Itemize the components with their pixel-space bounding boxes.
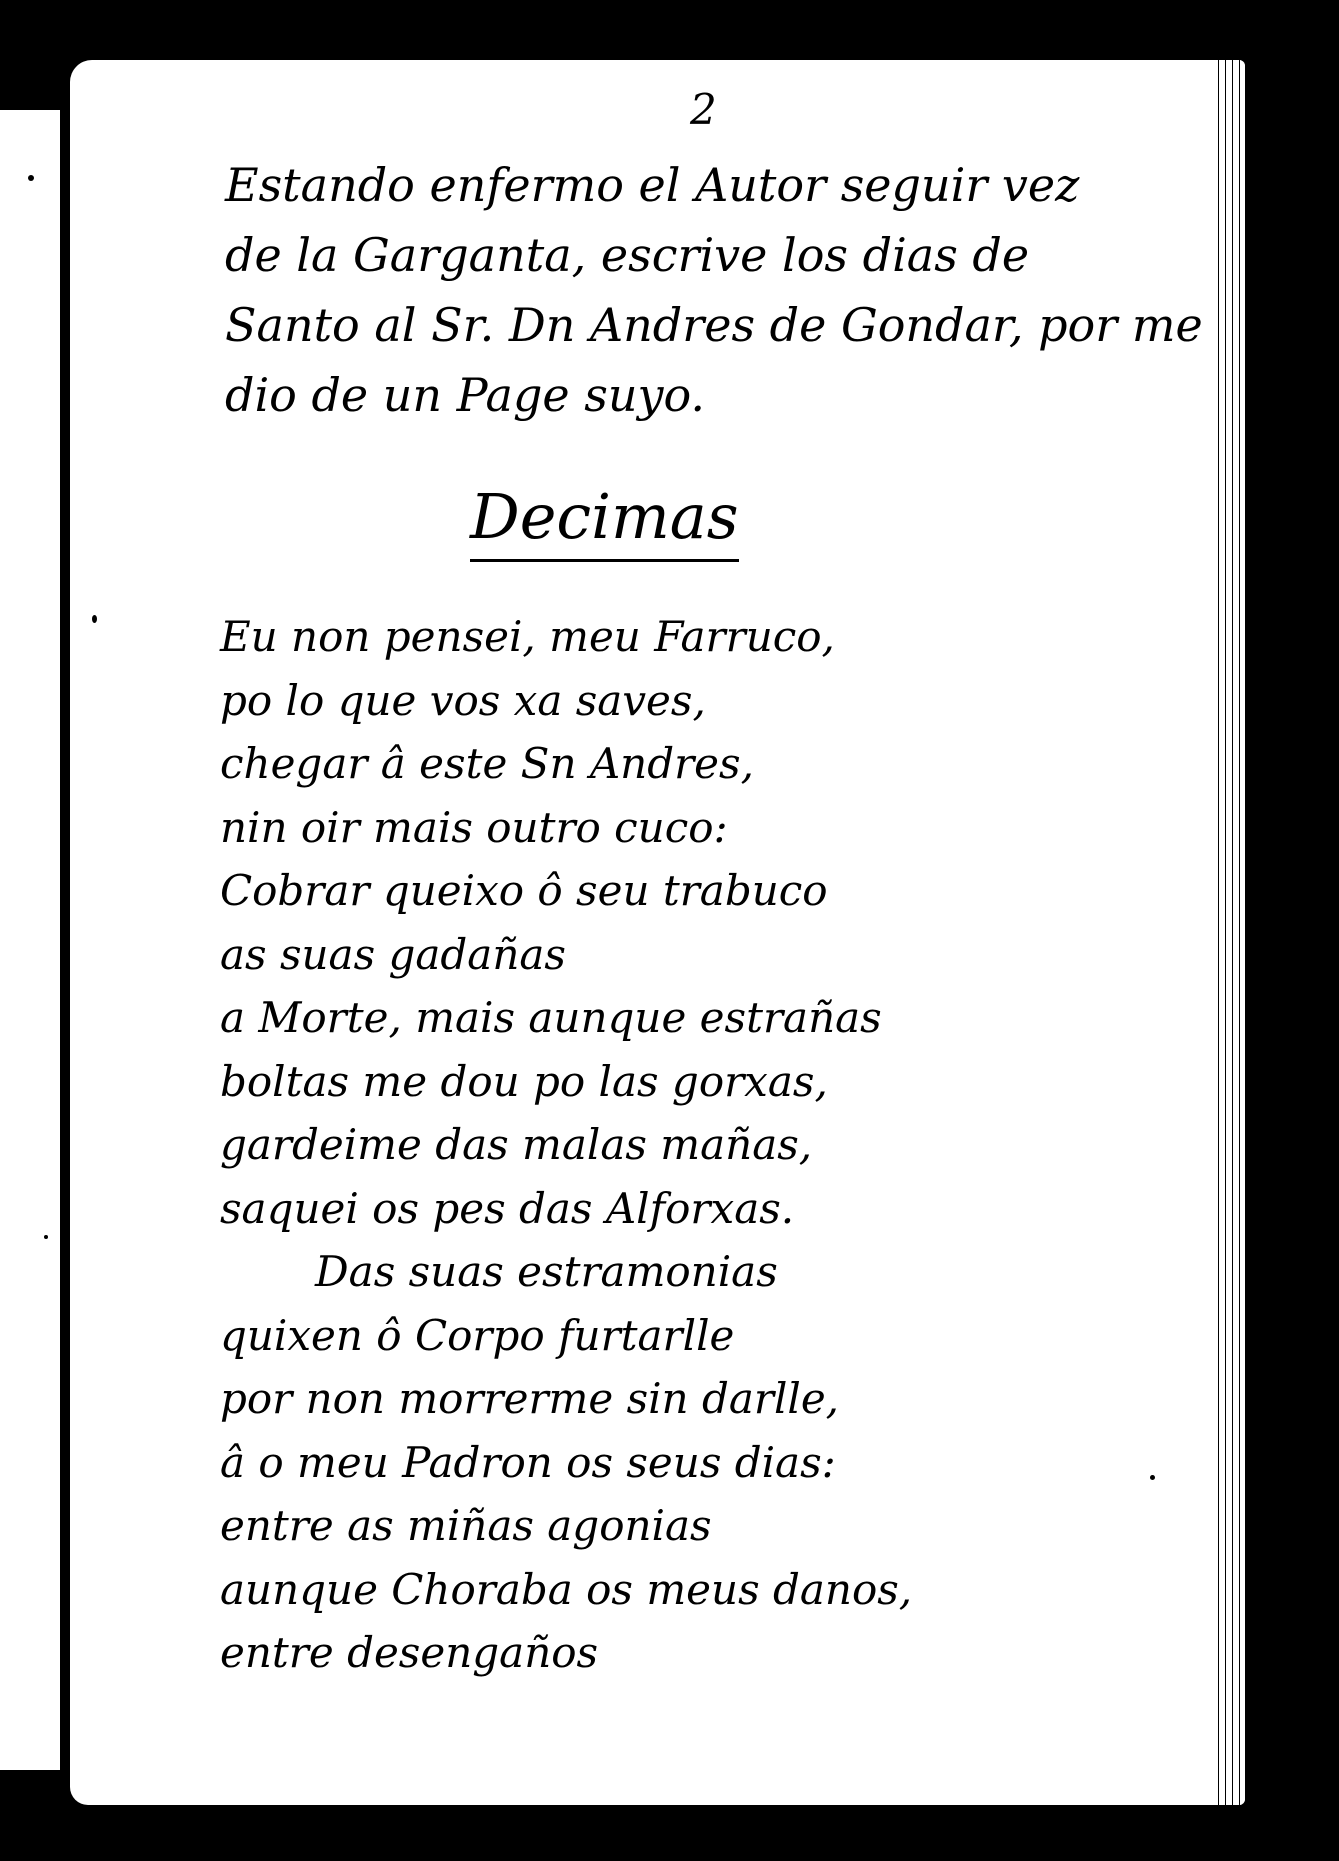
intro-line: Santo al Sr. Dn Andres de Gondar, por me <box>225 298 1203 352</box>
verse-line: Eu non pensei, meu Farruco, <box>220 612 835 661</box>
verse-line: â o meu Padron os seus dias: <box>220 1437 836 1487</box>
verse-line: nin oir mais outro cuco: <box>220 802 728 852</box>
page-fore-edge <box>1215 60 1245 1805</box>
intro-line: Estando enfermo el Autor seguir vez <box>225 158 1080 212</box>
verse-line: boltas me dou po las gorxas, <box>220 1056 828 1106</box>
verse-line: por non morrerme sin darlle, <box>220 1374 840 1423</box>
verse-line: saquei os pes das Alforxas. <box>220 1183 795 1233</box>
verse-line: chegar â este Sn Andres, <box>220 739 754 788</box>
verse-line: quixen ô Corpo furtarlle <box>220 1310 735 1360</box>
folio-number: 2 <box>690 85 717 134</box>
verse-line: entre desengaños <box>220 1628 599 1677</box>
section-heading: Decimas <box>470 480 739 562</box>
ink-speck <box>1150 1475 1155 1480</box>
verse-line: entre as miñas agonias <box>220 1501 712 1550</box>
verse-line: Cobrar queixo ô seu trabuco <box>220 866 828 915</box>
verse-line: po lo que vos xa saves, <box>220 675 706 725</box>
verse-line: aunque Choraba os meus danos, <box>220 1564 913 1614</box>
intro-line: de la Garganta, escrive los dias de <box>225 228 1030 282</box>
ink-speck <box>92 615 97 623</box>
ink-speck <box>44 1235 48 1239</box>
intro-line: dio de un Page suyo. <box>225 368 705 422</box>
verse-block <box>220 605 1120 1685</box>
verse-line: a Morte, mais aunque estrañas <box>220 993 882 1042</box>
verse-line: Das suas estramonias <box>315 1247 778 1296</box>
intro-paragraph <box>225 150 1205 430</box>
ink-speck <box>28 175 34 181</box>
facing-page-edge <box>0 110 60 1770</box>
verse-line: gardeime das malas mañas, <box>220 1120 813 1169</box>
verse-line: as suas gadañas <box>220 929 566 979</box>
